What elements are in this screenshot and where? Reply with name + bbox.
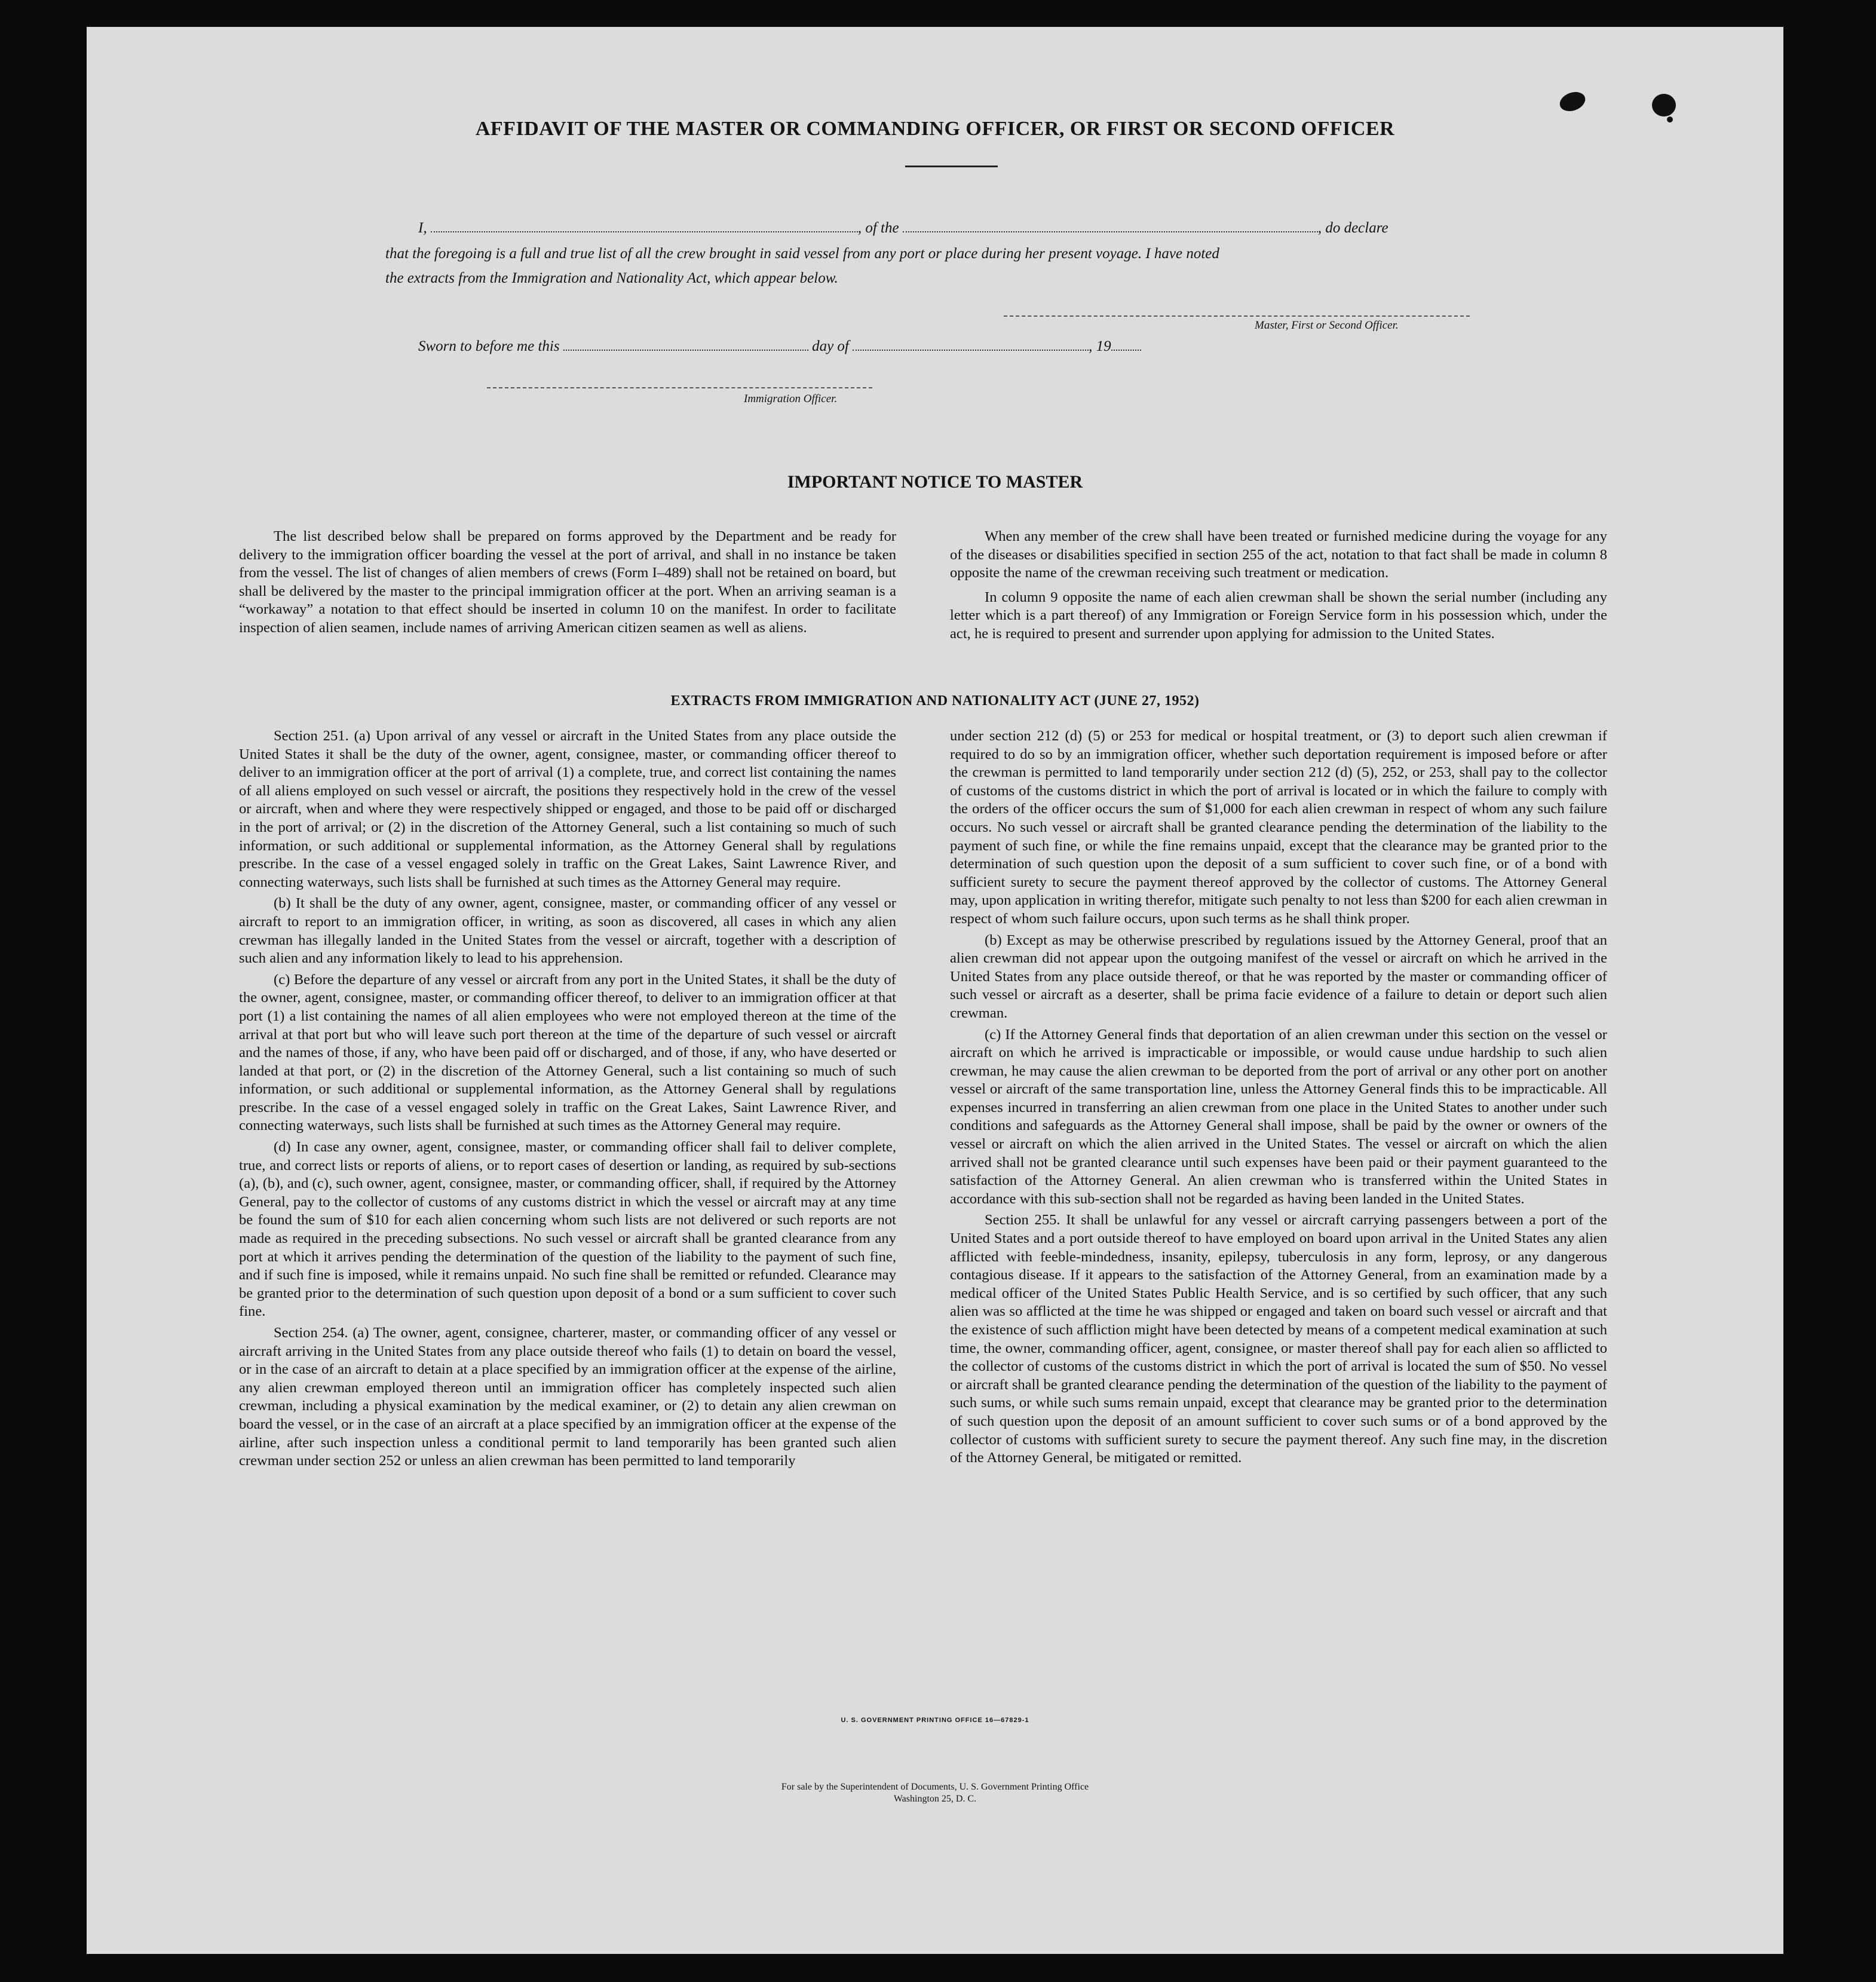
day-of-text: day of bbox=[812, 338, 849, 354]
extracts-right-column bbox=[950, 727, 1607, 1468]
affidavit-line-2: that the foregoing is a full and true list of all the crew brought in said vessel from any port or place during her present voyage. I have noted bbox=[385, 246, 1219, 262]
year-prefix: , 19 bbox=[1089, 338, 1111, 354]
notice-right-paragraph-1: When any member of the crew shall have been treated or furnished medicine during the voyage for any of the diseases or disabilities specified in section 255 of the act, notation to that fact shall be made in column 8 opposite the name of the crewman receiving such treatment or medication. bbox=[950, 528, 1607, 581]
document-page bbox=[87, 27, 1783, 1954]
officer-signature-line[interactable] bbox=[487, 387, 872, 388]
ink-spot bbox=[1557, 88, 1588, 114]
extracts-title: EXTRACTS FROM IMMIGRATION AND NATIONALITY ACT (JUNE 27, 1952) bbox=[670, 693, 1200, 709]
extract-paragraph: (d) In case any owner, agent, consignee, master, or commanding officer shall fail to deliver complete, true, and correct lists or reports of aliens, or to report cases of desertion or landing, as required by sub-sections (a), (b), and (c), such owner, agent, consignee, master, or commanding officer, shall, if required by the Attorney General, pay to the collector of customs of any customs district in which the vessel or aircraft may at any time be found the sum of $10 for each alien concerning whom such lists are not delivered or such reports are not made as required in the preceding subsections. No such vessel or aircraft shall be granted clearance from any port at which it arrives pending the determination of the question of the liability to the payment of such fine, and if such fine is imposed, while it remains unpaid. No such fine shall be remitted or refunded. Clearance may be granted prior to the determination of such question upon deposit of a bond or a sum sufficient to cover such fine. bbox=[239, 1139, 896, 1320]
notice-right-column bbox=[950, 528, 1607, 644]
master-signature-line[interactable] bbox=[1004, 315, 1470, 317]
extract-paragraph: (c) Before the departure of any vessel or aircraft from any port in the United States, it shall be the duty of the owner, agent, consignee, master, or commanding officer thereof, to deliver to an immigration officer at that port (1) a list containing the names of all alien employees who were not employed thereon at the time of the arrival at that port but who will leave such port thereon at the time of the departure of such vessel or aircraft and the names of those, if any, who have been paid off or discharged, and of those, if any, who have deserted or landed at that port, or (2) in the discretion of the Attorney General, such a list containing so much of such information, or such additional or supplemental information, as the Attorney General shall by regulations prescribe. In the case of a vessel engaged solely in traffic on the Great Lakes, Saint Lawrence River, and connecting waterways, such lists shall be furnished at such times as the Attorney General may require. bbox=[239, 971, 896, 1134]
affidavit-i: I, bbox=[418, 220, 427, 236]
notice-right-paragraph-2: In column 9 opposite the name of each alien crewman shall be shown the serial number (including any letter which is a part thereof) of any Immigration or Foreign Service form in his possession which, under the act, he is required to present and surrender upon applying for admission to the United States. bbox=[950, 589, 1607, 642]
master-caption: Master, First or Second Officer. bbox=[1255, 319, 1399, 332]
affidavit-line-3: the extracts from the Immigration and Nationality Act, which appear below. bbox=[385, 270, 838, 286]
officer-caption: Immigration Officer. bbox=[744, 393, 838, 405]
notice-title: IMPORTANT NOTICE TO MASTER bbox=[787, 472, 1083, 492]
extract-paragraph: Section 254. (a) The owner, agent, consignee, charterer, master, or commanding officer of any vessel or aircraft arriving in the United States from any place outside thereof who fails (1) to detain on board the vessel, or in the case of an aircraft to detain at a place specified by an immigration officer at the expense of the airline, any alien crewman employed thereon until an immigration officer has completely inspected such alien crewman, including a physical examination by the medical examiner, or (2) to detain any alien crewman on board the vessel, or in the case of an aircraft at a place specified by an immigration officer at the expense of the airline, after such inspection unless a conditional permit to land temporarily has been granted such alien crewman under section 252 or unless an alien crewman has been permitted to land temporarily bbox=[239, 1325, 896, 1469]
sworn-line bbox=[418, 338, 1141, 356]
sworn-text: Sworn to before me this bbox=[418, 338, 560, 354]
vessel-blank[interactable] bbox=[903, 220, 1318, 232]
affidavit-declare: , do declare bbox=[1317, 220, 1388, 236]
year-blank[interactable] bbox=[1111, 339, 1141, 351]
sale-line-1: For sale by the Superintendent of Documents, U. S. Government Printing Office bbox=[781, 1782, 1089, 1792]
extracts-left-column bbox=[239, 727, 896, 1471]
affidavit-title: AFFIDAVIT OF THE MASTER OR COMMANDING OFFICER, OR FIRST OR SECOND OFFICER bbox=[475, 118, 1395, 140]
notice-left-column bbox=[239, 528, 896, 638]
day-blank[interactable] bbox=[563, 339, 808, 351]
affidavit-line-1 bbox=[418, 219, 1388, 237]
affidavit-of-the: , of the bbox=[857, 220, 899, 236]
gpo-imprint: U. S. GOVERNMENT PRINTING OFFICE 16—67829-1 bbox=[841, 1717, 1029, 1724]
sale-notice bbox=[87, 1781, 1783, 1805]
month-blank[interactable] bbox=[853, 339, 1089, 351]
sale-line-2: Washington 25, D. C. bbox=[893, 1794, 977, 1804]
extract-paragraph: under section 212 (d) (5) or 253 for medical or hospital treatment, or (3) to deport such alien crewman if required to do so by an immigration officer, whether such deportation requirement is imposed before or after the crewman is permitted to land temporarily under section 212 (d) (5), 252, or 253, shall pay to the collector of customs of the customs district in which the port of arrival is located or in which the failure to comply with the orders of the officer occurs the sum of $1,000 for each alien crewman in respect of whom any such failure occurs. No such vessel or aircraft shall be granted clearance pending the determination of the liability to the payment of such fine, or while the fine remains unpaid, except that the clearance may be granted prior to the determination of such question upon the deposit of a sum sufficient to cover such fine, or of a bond with sufficient surety to secure the payment thereof approved by the collector of customs. The Attorney General may, upon application in writing therefor, mitigate such penalty to not less than $200 for each alien crewman in respect of whom such failure occurs, upon such terms as he shall think proper. bbox=[950, 728, 1607, 927]
extract-paragraph: (c) If the Attorney General finds that deportation of an alien crewman under this section on the vessel or aircraft on which he arrived is impracticable or impossible, or would cause undue hardship to such alien crewman, he may cause the alien crewman to be deported from the port of arrival or any other port on another vessel or aircraft of the same transportation line, unless the Attorney General finds this to be impracticable. All expenses incurred in transferring an alien crewman from one place in the United States to another under such conditions and safeguards as the Attorney General shall impose, shall be paid by the owner or owners of the vessel or aircraft on which the alien arrived in the United States. The vessel or aircraft on which the alien arrived shall not be granted clearance until such expenses have been paid or their payment guaranteed to the satisfaction of the Attorney General. An alien crewman who is transferred within the United States in accordance with this sub-section shall not be regarded as having been landed in the United States. bbox=[950, 1026, 1607, 1207]
ink-spot bbox=[1652, 94, 1676, 117]
name-blank[interactable] bbox=[431, 220, 858, 232]
notice-left-paragraph: The list described below shall be prepared on forms approved by the Department and be ready for delivery to the immigration officer boarding the vessel at the port of arrival, and shall in no instance be taken from the vessel. The list of changes of alien members of crews (Form I–489) shall not be retained on board, but shall be delivered by the master to the principal immigration officer at the port. When an arriving seaman is a “workaway” a notation to that effect should be inserted in column 10 on the manifest. In order to facilitate inspection of alien seamen, include names of arriving American citizen seamen as well as aliens. bbox=[239, 528, 896, 636]
extract-paragraph: Section 255. It shall be unlawful for any vessel or aircraft carrying passengers between a port of the United States and a port outside thereof to have employed on board upon arrival in the United States any alien afflicted with feeble-mindedness, insanity, epilepsy, tuberculosis in any form, leprosy, or any dangerous contagious disease. If it appears to the satisfaction of the Attorney General, from an examination made by a medical officer of the United States Public Health Service, and is so certified by such officer, that any such alien was so afflicted at the time he was shipped or engaged and taken on board such vessel or aircraft and that the existence of such affliction might have been detected by means of a competent medical examination at such time, the owner, commanding officer, agent, consignee, or master thereof shall pay for each alien so afflicted to the collector of customs of the customs district in which the port of arrival is located the sum of $50. No vessel or aircraft shall be granted clearance pending the determination of the question of the liability to the payment of such sums, or while such sums remain unpaid, except that clearance may be granted prior to the determination of such question upon the deposit of an amount sufficient to cover such sums or of a bond approved by the collector of customs with sufficient surety to secure the payment thereof. Any such fine may, in the discretion of the Attorney General, be mitigated or remitted. bbox=[950, 1212, 1607, 1466]
extract-paragraph: (b) Except as may be otherwise prescribed by regulations issued by the Attorney General, proof that an alien crewman did not appear upon the outgoing manifest of the vessel or aircraft on which he arrived in the United States from any place outside thereof, or that he was reported by the master or commanding officer of such vessel or aircraft as a deserter, shall be prima facie evidence of a failure to detain or deport such alien crewman. bbox=[950, 932, 1607, 1021]
extract-paragraph: (b) It shall be the duty of any owner, agent, consignee, master, or commanding officer of any vessel or aircraft to report to an immigration officer, in writing, as soon as discovered, all cases in which any alien crewman has illegally landed in the United States from the vessel or aircraft, together with a description of such alien and any information likely to lead to his apprehension. bbox=[239, 895, 896, 967]
extract-paragraph: Section 251. (a) Upon arrival of any vessel or aircraft in the United States from any place outside the United States it shall be the duty of the owner, agent, consignee, master, or commanding officer thereof to deliver to an immigration officer at the port of arrival (1) a complete, true, and correct list containing the names of all aliens employed on such vessel or aircraft, the positions they respectively hold in the crew of the vessel or aircraft, when and where they were respectively shipped or engaged, and those to be paid off or discharged in the port of arrival; or (2) in the discretion of the Attorney General, such a list containing so much of such information, or such additional or supplemental information, as the Attorney General shall by regulations prescribe. In the case of a vessel engaged solely in traffic on the Great Lakes, Saint Lawrence River, and connecting waterways, such lists shall be furnished at such times as the Attorney General may require. bbox=[239, 728, 896, 890]
title-rule bbox=[905, 166, 998, 167]
